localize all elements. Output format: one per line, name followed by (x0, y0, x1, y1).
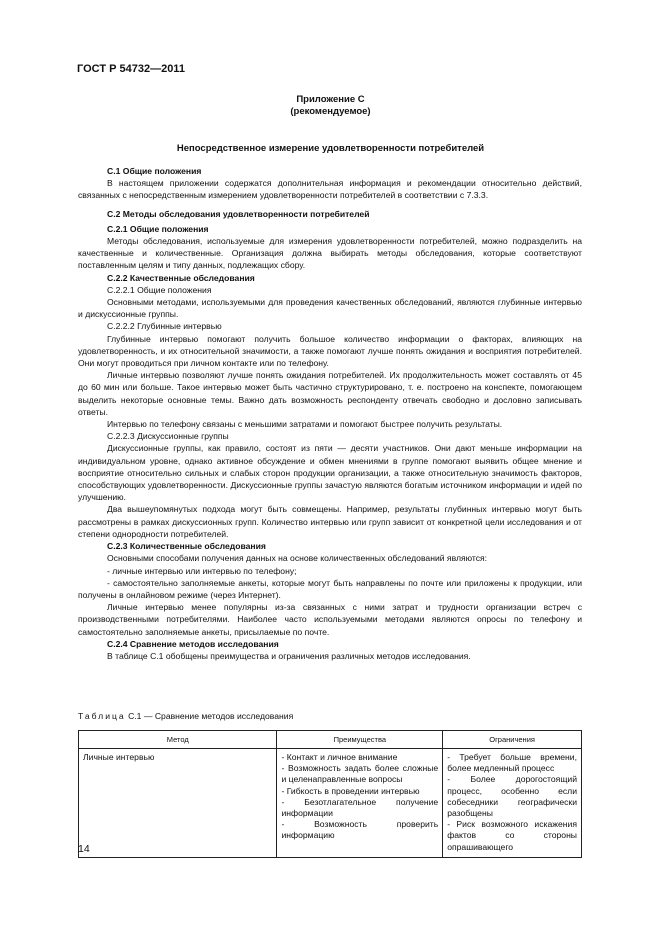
advantage-item: - Гибкость в проведении интервью (281, 785, 420, 796)
limitation-item: - Более дорогостоящий процесс, особенно если собеседники географически разобщены (447, 774, 577, 819)
column-header-limitations: Ограничения (443, 731, 582, 749)
list-item: - самостоятельно заполняемые анкеты, которые могут быть направлены по почте или приложены к продукции, или получены в онлайновом режиме (через Интернет). (78, 577, 582, 600)
methods-comparison-table (78, 730, 582, 858)
advantage-item: - Безотлагательное получение информации (281, 796, 439, 819)
table-header-row (79, 731, 582, 749)
advantages-cell (277, 749, 443, 858)
paragraph: В настоящем приложении содержатся дополнительная информация и рекомендации относительно действий, связанных с непосредственным измерением удовлетворенности потребителей в соответствии с 7.3.3. (78, 178, 582, 201)
subsubsection-heading: С.2.2.2 Глубинные интервью (107, 321, 222, 332)
paragraph: Глубинные интервью помогают получить большое количество информации о факторах, влияющих на удовлетворенность, и их относительной значимости, а также помогают лучше понять ожидания и восприятия потребителей. Они могут проводиться при личном контакте или по телефону. (78, 333, 582, 369)
document-body (78, 165, 582, 662)
limitation-item: - Риск возможного искажения фактов со стороны опрашивающего (447, 819, 577, 852)
table-caption-prefix: Таблица (78, 711, 126, 721)
method-cell: Личные интервью (79, 749, 277, 858)
subsection-heading: С.2.4 Сравнение методов исследования (107, 638, 279, 649)
subsection-heading: С.2.1 Общие положения (107, 223, 209, 234)
paragraph: Два вышеупомянутых подхода могут быть совмещены. Например, результаты глубинных интервью могут быть рассмотрены в рамках дискуссионных групп. Количество интервью или групп зависит от конкретной цели исследования и от степени однородности потребителей. (78, 504, 582, 539)
paragraph: Личные интервью позволяют лучше понять ожидания потребителей. Их продолжительность может составлять от 45 до 60 мин или больше. Такое интервью может быть частично структурировано, т. е. построено на конспекте, помогающем выделить некоторые основные темы. Важно дать возможность респонденту отвечать свободно и дословно записывать ответы. (78, 370, 582, 417)
appendix-subtitle: (рекомендуемое) (290, 106, 371, 117)
subsubsection-heading: С.2.2.1 Общие положения (107, 284, 212, 295)
section-heading: С.2 Методы обследования удовлетворенности потребителей (107, 208, 370, 219)
advantage-item: - Возможность проверить информацию (281, 819, 439, 841)
table-row (79, 749, 582, 858)
column-header-method: Метод (79, 731, 277, 749)
paragraph: Основными способами получения данных на основе количественных обследований являются: (107, 553, 488, 564)
list-item: - личные интервью или интервью по телефону; (107, 565, 297, 576)
main-title: Непосредственное измерение удовлетворенности потребителей (176, 143, 485, 154)
paragraph: Методы обследования, используемые для измерения удовлетворенности потребителей, можно подразделить на качественные и количественные. Организация должна выбирать методы обследования, которые соответствуют поставленным целям и типу данных, подлежащих сбору. (78, 236, 582, 271)
paragraph: Дискуссионные группы, как правило, состоят из пяти — десяти участников. Они дают меньше информации на индивидуальном уровне, однако активное обсуждение и обмен мнениями в группе помогают выявить общее мнение и восприятие относительно сильных и слабых сторон продукции организации, а также относительную значимость факторов, способствующих удовлетворенности. Дискуссионные группы зачастую являются богатым источником информации и идей по улучшению. (78, 443, 582, 503)
document-code: ГОСТ Р 54732—2011 (77, 63, 185, 75)
table-caption-text: С.1 — Сравнение методов исследования (125, 711, 294, 721)
subsubsection-heading: С.2.2.3 Дискуссионные группы (107, 431, 229, 442)
advantage-item: - Контакт и личное внимание (281, 752, 398, 762)
subsection-heading: С.2.2 Качественные обследования (107, 272, 255, 283)
column-header-advantages: Преимущества (277, 731, 443, 749)
advantage-item: - Возможность задать более сложные и целенаправленные вопросы (281, 763, 439, 785)
appendix-title: Приложение С (296, 94, 365, 105)
paragraph: В таблице С.1 обобщены преимущества и ограничения различных методов исследования. (107, 650, 471, 661)
page-number: 14 (78, 843, 90, 855)
paragraph: Личные интервью менее популярны из-за связанных с ними затрат и трудности организации встреч с производственными потребителями. Наиболее часто используемыми методами являются опросы по телефону и самостоятельно заполняемые анкеты, присылаемые по почте. (78, 602, 582, 637)
table-caption (78, 711, 293, 721)
section-heading: С.1 Общие положения (107, 166, 202, 176)
limitations-cell (443, 749, 582, 858)
paragraph: Основными методами, используемыми для проведения качественных обследований, являются глубинные интервью и дискуссионные группы. (78, 297, 582, 320)
subsection-heading: С.2.3 Количественные обследования (107, 541, 266, 552)
paragraph: Интервью по телефону связаны с меньшими затратами и помогают быстрее получить результаты. (107, 419, 503, 430)
limitation-item: - Требует больше времени, более медленный процесс (447, 752, 577, 774)
